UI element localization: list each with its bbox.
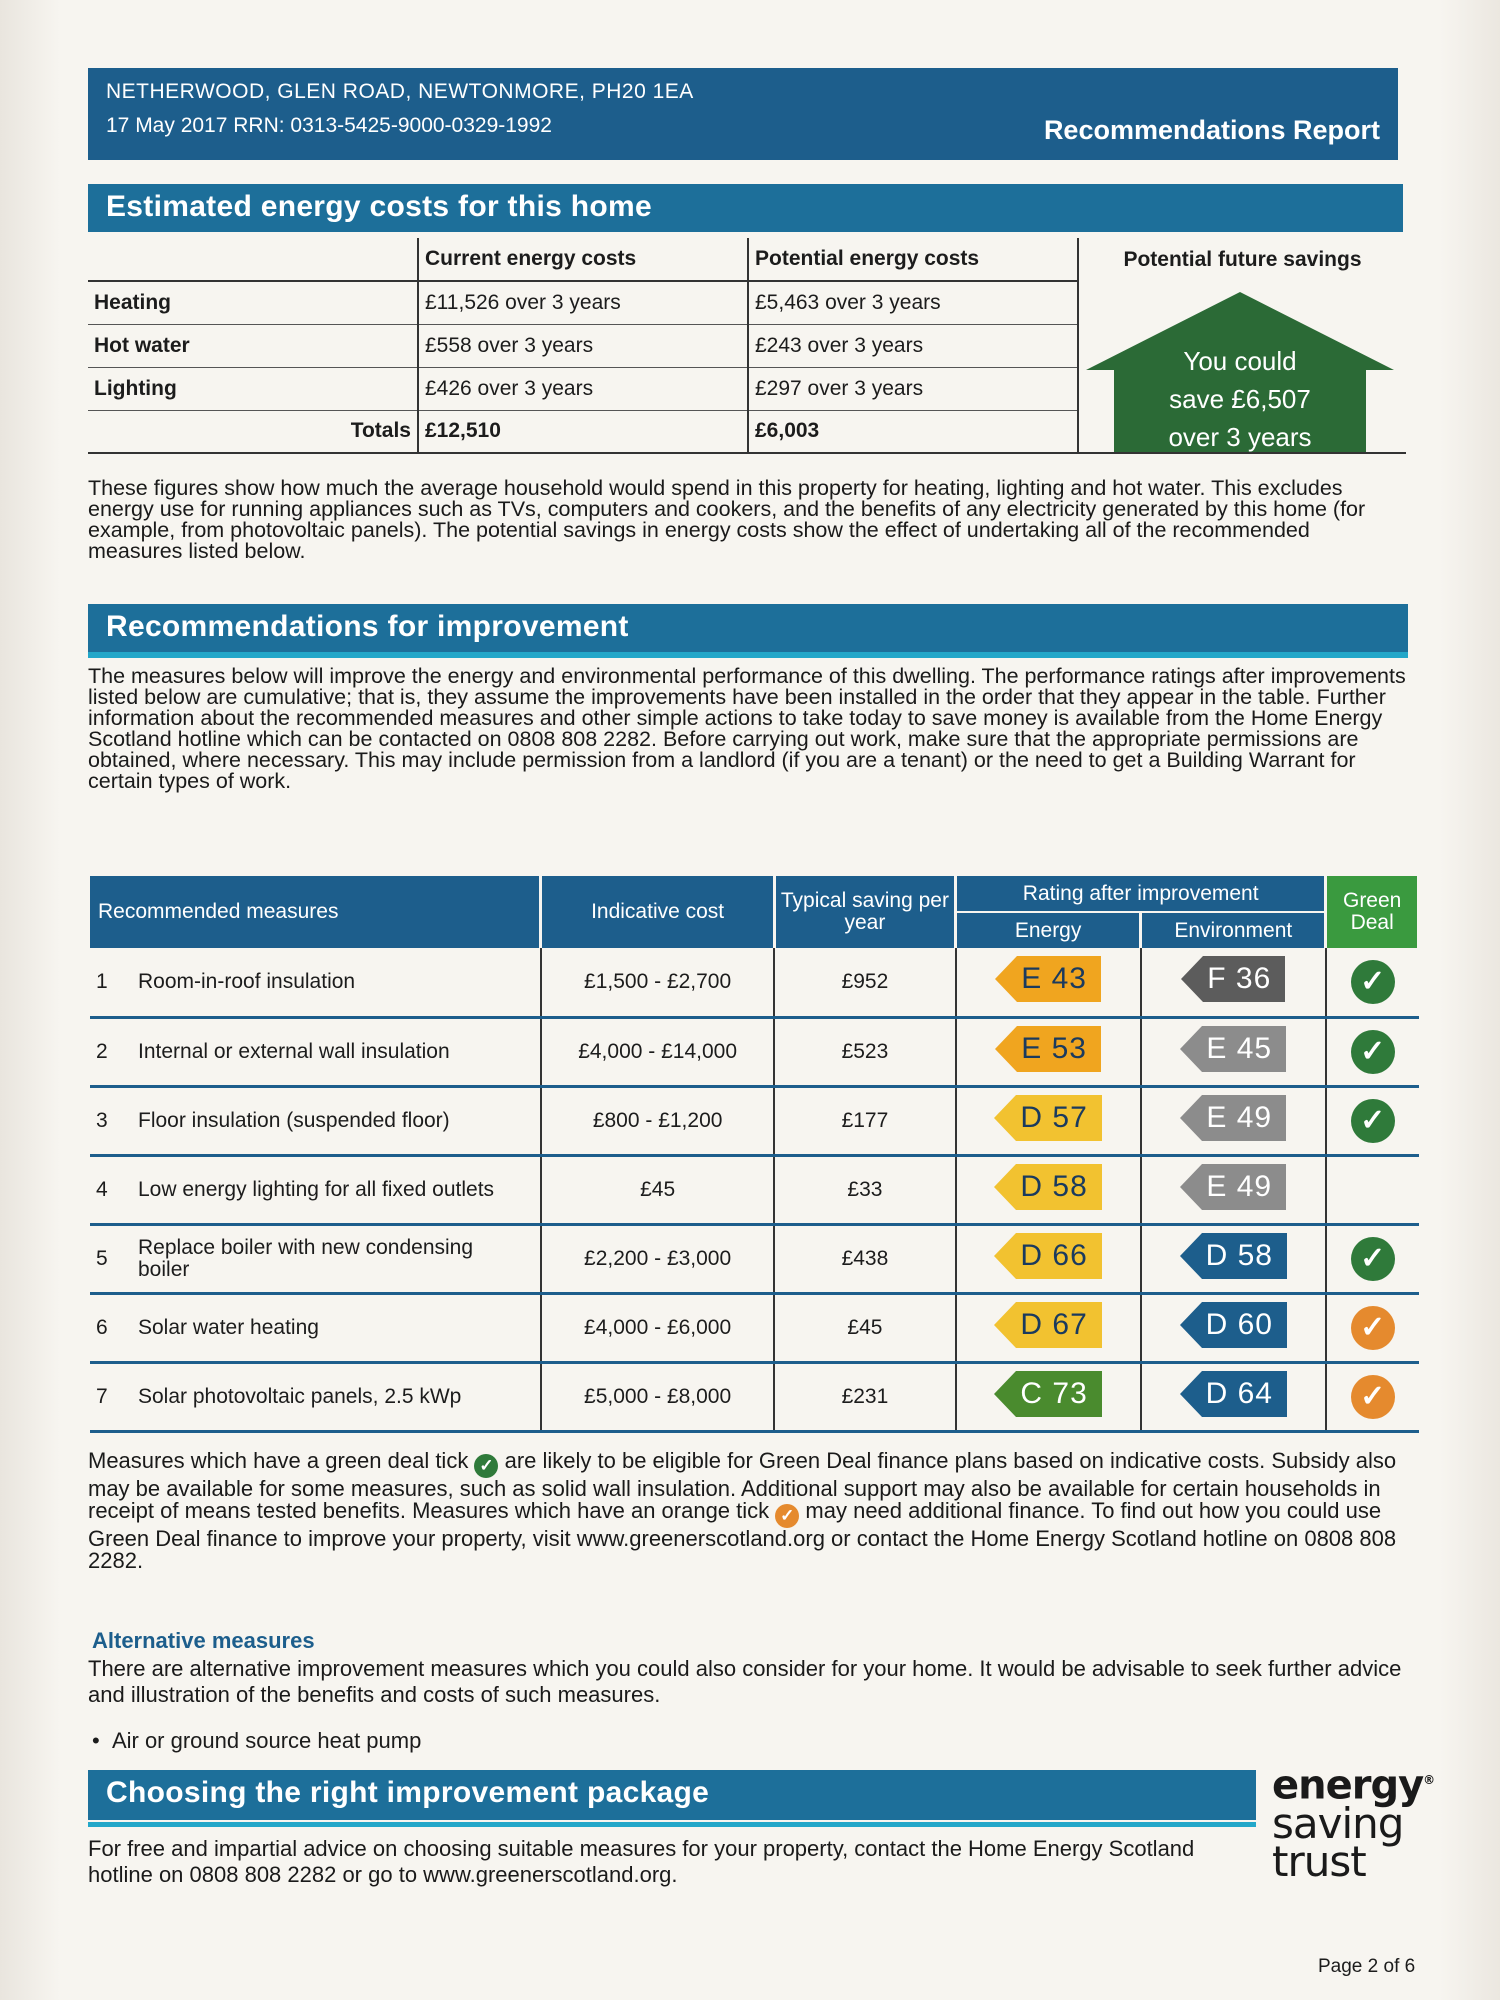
- energy-rating: D 67: [1016, 1302, 1101, 1348]
- green-deal-cell: [1326, 1086, 1419, 1155]
- green-note-part-b: are likely to be eligible for Green Deal finance plans based on indicative costs. Subsidy also may be available for some measures, such as solid wall insulation. Additional support may also be available for certain households in receipt of means tested benefits. Measures which have an orange tick: [88, 1448, 1397, 1523]
- energy-rating-cell: [956, 1155, 1141, 1224]
- environment-rating: E 45: [1202, 1026, 1286, 1072]
- table-row: [90, 948, 1419, 1017]
- environment-rating-arrow: [1181, 956, 1285, 1002]
- savings-line-1: You could: [1183, 346, 1297, 376]
- environment-rating-cell: [1141, 1293, 1326, 1362]
- energy-rating-arrow: [994, 1164, 1101, 1210]
- measure-number: 5: [96, 1246, 108, 1270]
- environment-rating-arrow: [1180, 1026, 1286, 1072]
- report-title: Recommendations Report: [1043, 115, 1380, 145]
- col-measures: Recommended measures: [90, 876, 541, 948]
- environment-rating-arrow: [1180, 1371, 1287, 1417]
- green-deal-note: [88, 1450, 1408, 1572]
- energy-rating-arrow: [994, 1371, 1101, 1417]
- measure-name: Internal or external wall insulation: [138, 1039, 450, 1063]
- measure-cell: [90, 1155, 541, 1224]
- environment-rating-arrow: [1180, 1164, 1286, 1210]
- green-deal-cell: [1326, 1155, 1419, 1224]
- measure-name: Solar water heating: [138, 1315, 319, 1339]
- row-label: Hot water: [88, 324, 418, 367]
- col-rating: Rating after improvement: [956, 876, 1326, 912]
- orange-tick-icon: ✓: [1351, 1375, 1395, 1419]
- measure-number: 3: [96, 1108, 108, 1132]
- table-row: [90, 1086, 1419, 1155]
- environment-rating-cell: [1141, 1362, 1326, 1431]
- measure-cell: [90, 1224, 541, 1293]
- energy-rating: D 57: [1016, 1095, 1101, 1141]
- typical-saving: £33: [774, 1155, 955, 1224]
- environment-rating-cell: [1141, 1017, 1326, 1086]
- section-divider: [88, 1822, 1256, 1827]
- energy-rating-arrow: [994, 1302, 1101, 1348]
- alternative-measures-text: There are alternative improvement measures which you could also consider for your home. It would be advisable to seek further advice and illustration of the benefits and costs of such measures.: [88, 1656, 1402, 1707]
- col-saving: Typical saving per year: [774, 876, 955, 948]
- potential-cost: £243 over 3 years: [748, 324, 1078, 367]
- savings-house-graphic: [1086, 292, 1394, 452]
- measures-header-row: [90, 876, 1419, 912]
- indicative-cost: £800 - £1,200: [541, 1086, 774, 1155]
- environment-rating-cell: [1141, 948, 1326, 1017]
- measure-number: 7: [96, 1384, 108, 1408]
- typical-saving: £177: [774, 1086, 955, 1155]
- energy-rating: C 73: [1016, 1371, 1101, 1417]
- energy-rating-arrow: [995, 1026, 1101, 1072]
- energy-rating: D 66: [1016, 1233, 1101, 1279]
- col-future-savings: Potential future savings: [1123, 247, 1362, 271]
- indicative-cost: £4,000 - £6,000: [541, 1293, 774, 1362]
- measure-cell: [90, 1362, 541, 1431]
- environment-rating-cell: [1141, 1086, 1326, 1155]
- measure-name: Low energy lighting for all fixed outlets: [138, 1177, 495, 1201]
- energy-rating-cell: [956, 1086, 1141, 1155]
- green-tick-icon: ✓: [1351, 960, 1395, 1004]
- measures-body: [90, 948, 1419, 1431]
- bullet-icon: •: [92, 1728, 112, 1753]
- energy-rating: D 58: [1016, 1164, 1101, 1210]
- measure-name: Room-in-roof insulation: [138, 969, 356, 993]
- measure-name: Replace boiler with new condensing boiler: [138, 1235, 474, 1281]
- indicative-cost: £1,500 - £2,700: [541, 948, 774, 1017]
- green-tick-icon: ✓: [1351, 1099, 1395, 1143]
- col-cost: Indicative cost: [541, 876, 774, 948]
- measure-cell: [90, 948, 541, 1017]
- environment-rating: E 49: [1202, 1164, 1286, 1210]
- green-deal-cell: [1326, 1224, 1419, 1293]
- current-cost: £11,526 over 3 years: [418, 281, 748, 324]
- measure-number: 4: [96, 1177, 108, 1201]
- recommendations-section-title: Recommendations for improvement: [88, 604, 1408, 652]
- energy-rating-arrow: [994, 1233, 1101, 1279]
- energy-rating: E 53: [1017, 1026, 1101, 1072]
- col-energy: Energy: [956, 912, 1141, 948]
- energy-rating-cell: [956, 1224, 1141, 1293]
- package-text: For free and impartial advice on choosing suitable measures for your property, contact the Home Energy Scotland hotline on 0808 808 2282 or go to www.greenerscotland.org.: [88, 1836, 1195, 1887]
- measure-number: 2: [96, 1039, 108, 1063]
- typical-saving: £952: [774, 948, 955, 1017]
- costs-note: These figures show how much the average household would spend in this property for heating, lighting and hot water. This excludes energy use for running appliances such as TVs, computers and cookers, and the benefits of any electricity generated by this home (for example, from photovoltaic panels). The potential savings in energy costs show the effect of undertaking all of the recommended measures listed below.: [88, 476, 1366, 563]
- table-row: [90, 1017, 1419, 1086]
- measure-cell: [90, 1293, 541, 1362]
- report-header: [88, 68, 1398, 160]
- measure-number: 6: [96, 1315, 108, 1339]
- typical-saving: £45: [774, 1293, 955, 1362]
- green-tick-icon: ✓: [474, 1454, 498, 1478]
- table-row: [90, 1224, 1419, 1293]
- energy-rating-arrow: [994, 1095, 1101, 1141]
- typical-saving: £438: [774, 1224, 955, 1293]
- energy-rating: E 43: [1017, 956, 1101, 1002]
- savings-line-2: save £6,507: [1169, 384, 1311, 414]
- energy-rating-cell: [956, 1293, 1141, 1362]
- current-cost: £558 over 3 years: [418, 324, 748, 367]
- green-tick-icon: ✓: [1351, 1237, 1395, 1281]
- green-note-part-a: Measures which have a green deal tick: [88, 1448, 469, 1473]
- measure-cell: [90, 1017, 541, 1086]
- energy-rating-cell: [956, 1017, 1141, 1086]
- costs-section-title: Estimated energy costs for this home: [88, 184, 1403, 232]
- indicative-cost: £4,000 - £14,000: [541, 1017, 774, 1086]
- alternative-item: • Air or ground source heat pump: [92, 1728, 422, 1753]
- orange-tick-icon: ✓: [1351, 1306, 1395, 1350]
- costs-header-row: [88, 238, 1406, 281]
- col-green-deal: Green Deal: [1326, 876, 1419, 948]
- environment-rating: D 60: [1202, 1302, 1287, 1348]
- property-address: NETHERWOOD, GLEN ROAD, NEWTONMORE, PH20 1EA: [106, 80, 694, 103]
- green-note-part-c: may need additional finance. To find out how you could use Green Deal finance to improve your property, visit www.greenerscotland.org or contact the Home Energy Scotland hotline on 0808 808 2282.: [88, 1498, 1397, 1573]
- col-environment: Environment: [1141, 912, 1326, 948]
- alternative-measures-title: Alternative measures: [92, 1628, 315, 1653]
- col-current-costs: Current energy costs: [418, 238, 748, 281]
- measure-name: Solar photovoltaic panels, 2.5 kWp: [138, 1384, 462, 1408]
- environment-rating: F 36: [1203, 956, 1285, 1002]
- row-label: Heating: [88, 281, 418, 324]
- environment-rating-arrow: [1180, 1233, 1287, 1279]
- col-potential-costs: Potential energy costs: [748, 238, 1078, 281]
- green-deal-cell: [1326, 1362, 1419, 1431]
- indicative-cost: £45: [541, 1155, 774, 1224]
- indicative-cost: £5,000 - £8,000: [541, 1362, 774, 1431]
- date-rrn: 17 May 2017 RRN: 0313-5425-9000-0329-1992: [106, 114, 552, 137]
- environment-rating-arrow: [1180, 1302, 1287, 1348]
- measure-name: Floor insulation (suspended floor): [138, 1108, 450, 1132]
- environment-rating-cell: [1141, 1155, 1326, 1224]
- total-potential: £6,003: [748, 410, 1078, 453]
- table-row: [90, 1155, 1419, 1224]
- environment-rating: D 58: [1202, 1233, 1287, 1279]
- environment-rating: D 64: [1202, 1371, 1287, 1417]
- green-deal-cell: [1326, 948, 1419, 1017]
- savings-line-3: over 3 years: [1168, 422, 1312, 452]
- table-row: [90, 1293, 1419, 1362]
- section-divider: [88, 652, 1408, 658]
- page-number: Page 2 of 6: [1318, 1956, 1416, 1977]
- current-cost: £426 over 3 years: [418, 367, 748, 410]
- totals-label: Totals: [88, 410, 418, 453]
- typical-saving: £231: [774, 1362, 955, 1431]
- energy-saving-trust-logo: energy® saving trust: [1272, 1762, 1435, 1887]
- green-tick-icon: ✓: [1351, 1030, 1395, 1074]
- indicative-cost: £2,200 - £3,000: [541, 1224, 774, 1293]
- measure-number: 1: [96, 969, 108, 993]
- potential-cost: £297 over 3 years: [748, 367, 1078, 410]
- package-section-title: Choosing the right improvement package: [88, 1770, 1256, 1820]
- potential-cost: £5,463 over 3 years: [748, 281, 1078, 324]
- green-deal-cell: [1326, 1293, 1419, 1362]
- table-row: [90, 1362, 1419, 1431]
- environment-rating-cell: [1141, 1224, 1326, 1293]
- measure-cell: [90, 1086, 541, 1155]
- measures-table: [90, 876, 1420, 1433]
- energy-rating-cell: [956, 1362, 1141, 1431]
- green-deal-cell: [1326, 1017, 1419, 1086]
- typical-saving: £523: [774, 1017, 955, 1086]
- environment-rating-arrow: [1180, 1095, 1286, 1141]
- energy-rating-cell: [956, 948, 1141, 1017]
- recommendations-intro: The measures below will improve the energy and environmental performance of this dwelling. The performance ratings after improvements listed below are cumulative; that is, they assume the improvements have been installed in the order that they appear in the table. Further information about the recommended measures and other simple actions to take today to save money is available from the Home Energy Scotland hotline which can be contacted on 0808 808 2282. Before carrying out work, make sure that the appropriate permissions are obtained, where necessary. This may include permission from a landlord (if you are a tenant) or the need to get a Building Warrant for certain types of work.: [88, 664, 1406, 793]
- environment-rating: E 49: [1202, 1095, 1286, 1141]
- total-current: £12,510: [418, 410, 748, 453]
- orange-tick-icon: ✓: [775, 1504, 799, 1528]
- row-label: Lighting: [88, 367, 418, 410]
- energy-rating-arrow: [995, 956, 1101, 1002]
